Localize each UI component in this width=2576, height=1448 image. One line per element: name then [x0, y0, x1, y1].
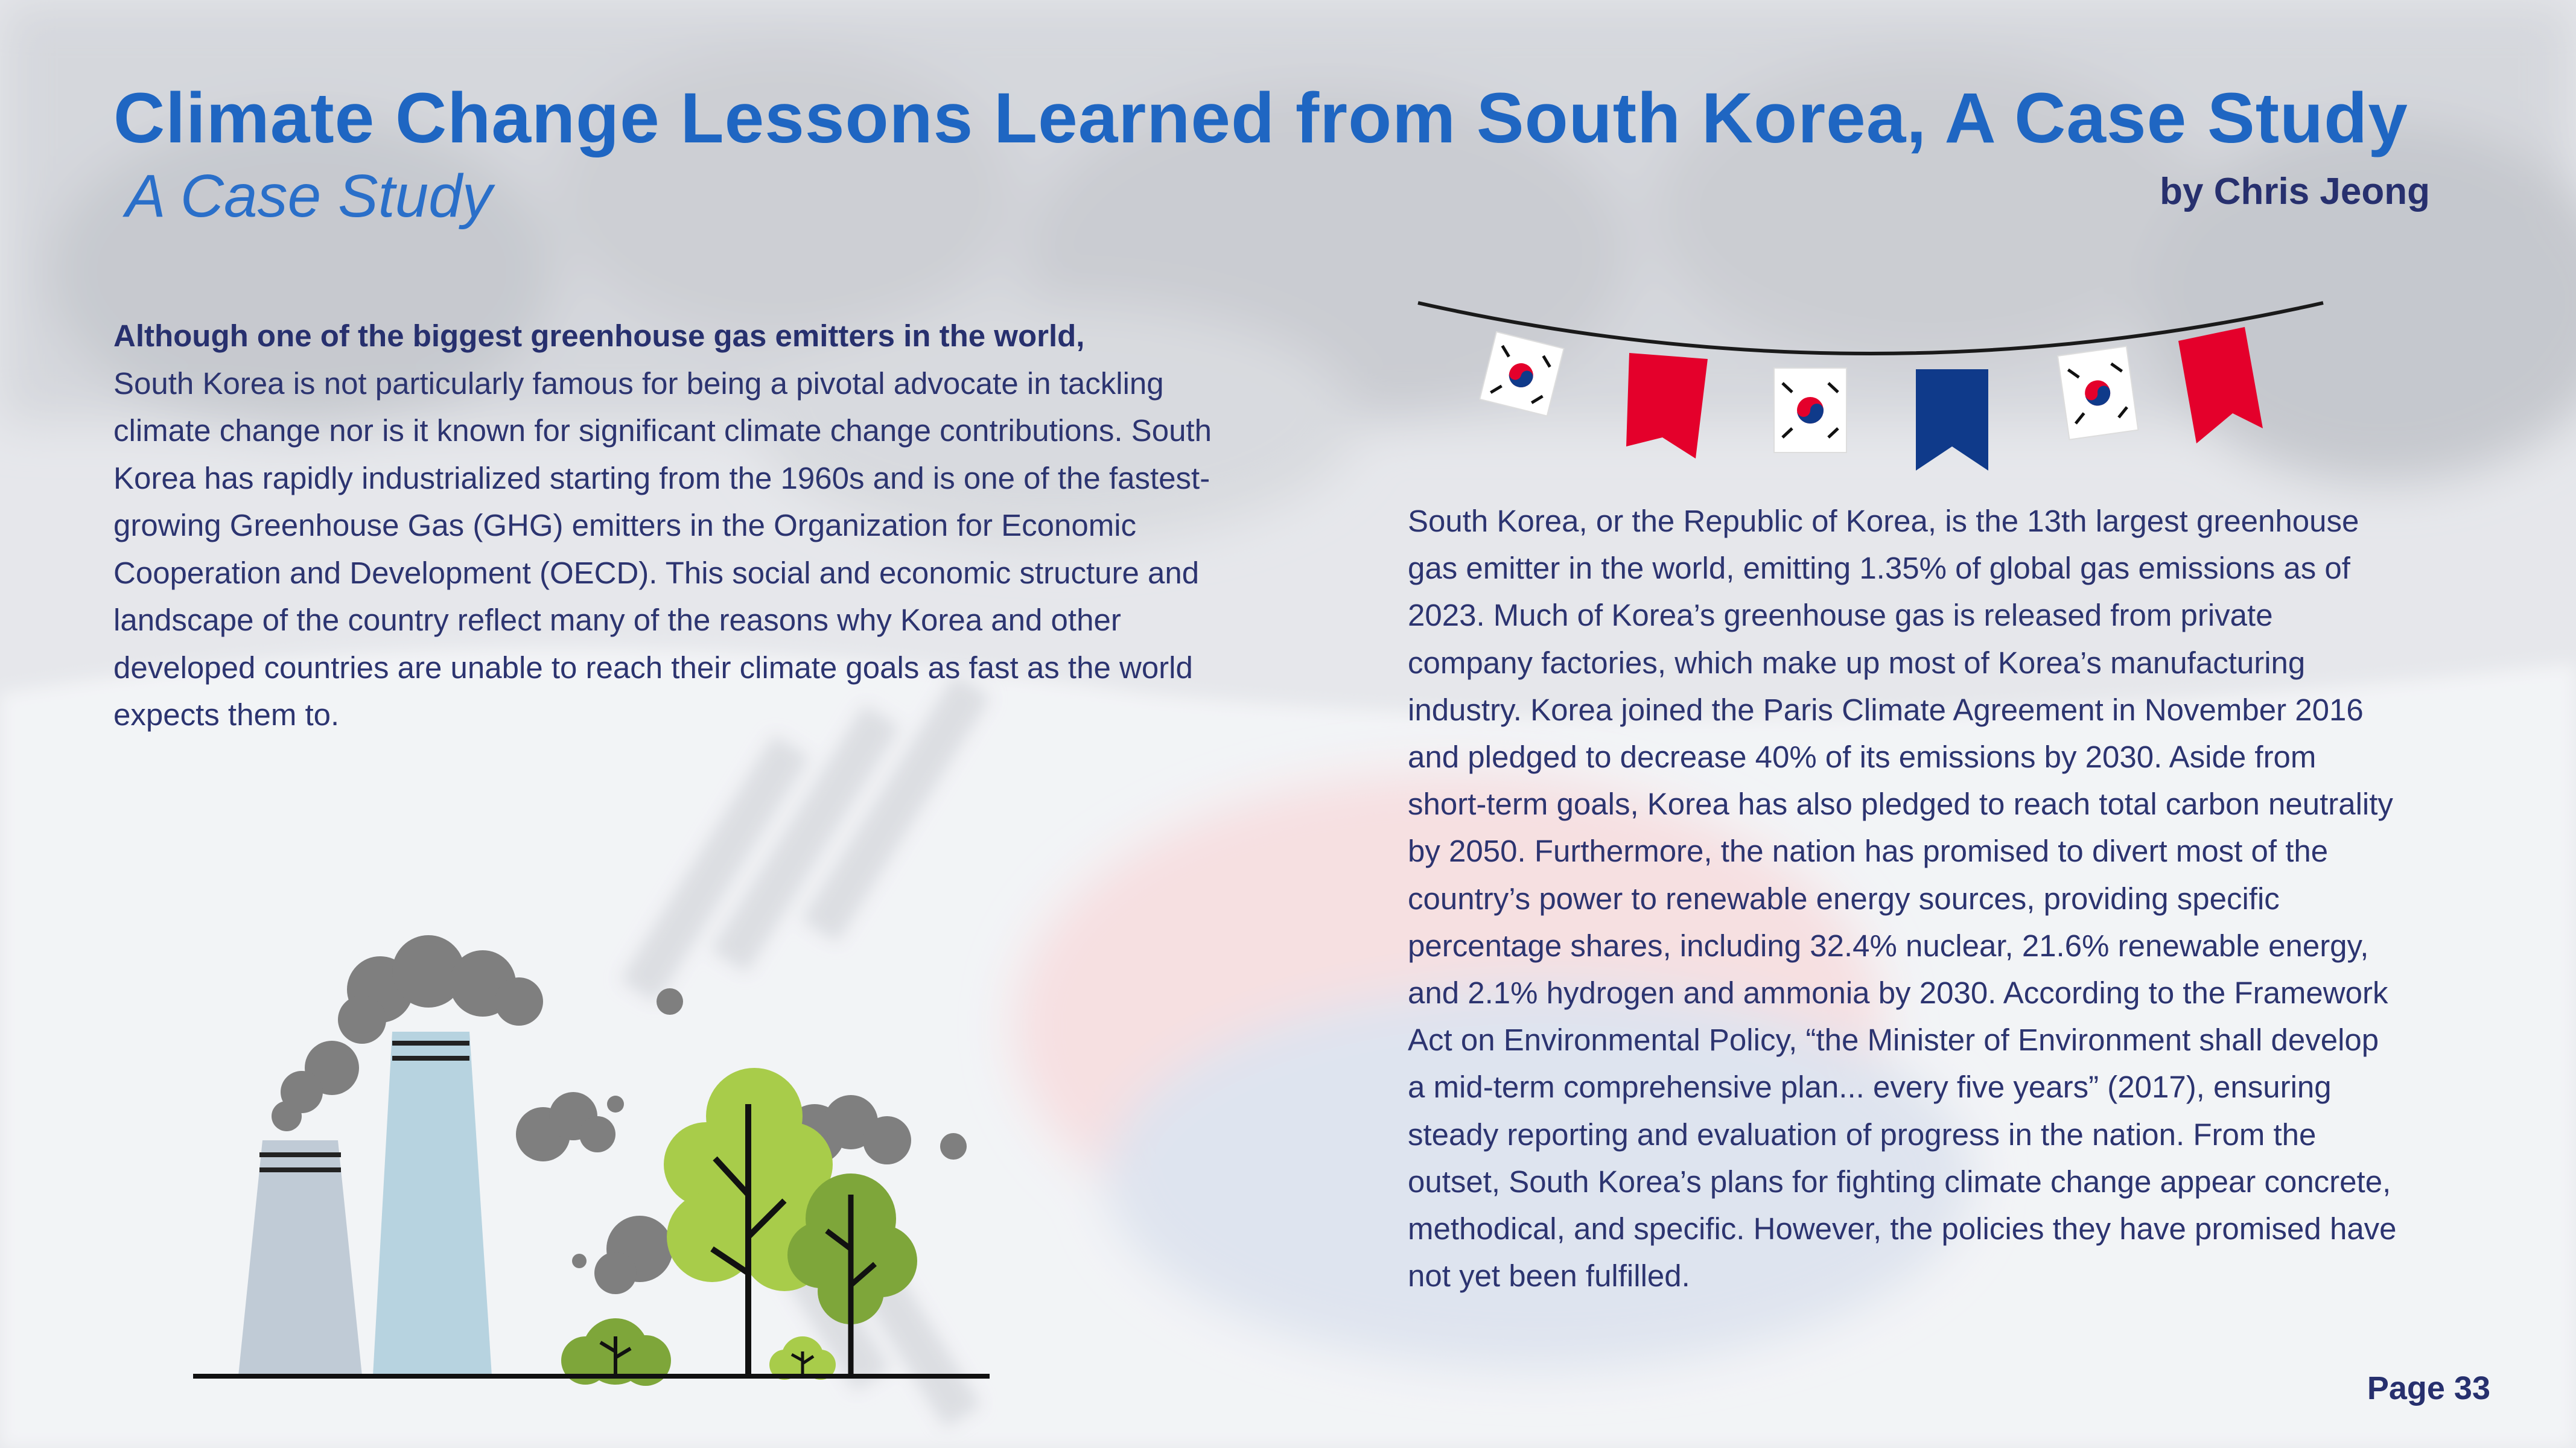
author-byline: by Chris Jeong — [2160, 171, 2430, 212]
intro-lead: Although one of the biggest greenhouse gas emitters in the world, — [113, 319, 1085, 353]
intro-paragraph — [113, 313, 1236, 739]
factory-smokestacks-trees-illustration — [181, 935, 1002, 1394]
korean-flag-bunting-icon — [1412, 284, 2329, 489]
page-title: Climate Change Lessons Learned from South Korea, A Case Study — [113, 78, 2408, 158]
page-subtitle: A Case Study — [126, 162, 492, 230]
main-paragraph: South Korea, or the Republic of Korea, is the 13th largest greenhouse gas emitter in the world, emitting 1.35% of global gas emissions as of 2023. Much of Korea’s greenhouse gas is released from private company factories, which make up most of Korea’s manufacturing industry. Korea joined the Paris Climate Agreement in November 2016 and pledged to decrease 40% of its emissions by 2030. Aside from short-term goals, Korea has also pledged to reach total carbon neutrality by 2050. Furthermore, the nation has promised to divert most of the country’s power to renewable energy sources, providing specific percentage shares, including 32.4% nuclear, 21.6% renewable energy, and 2.1% hydrogen and ammonia by 2030. According to the Framework Act on Environmental Policy, “the Minister of Environment shall develop a mid-term comprehensive plan... every five years” (2017), ensuring steady reporting and evaluation of progress in the nation. From the outset, South Korea’s plans for fighting climate change appear concrete, methodical, and specific. However, the policies they have promised have not yet been fulfilled. — [1408, 504, 2397, 1294]
intro-body: South Korea is not particularly famous for being a pivotal advocate in tackling climate change nor is it known for significant climate change contributions. South Korea has rapidly industrialized starting from the 1960s and is one of the fastest-growing Greenhouse Gas (GHG) emitters in the Organization for Economic Cooperation and Development (OECD). This social and economic structure and landscape of the country reflect many of the reasons why Korea and other developed countries are unable to reach their climate goals as fast as the world expects them to. — [113, 366, 1212, 732]
page-number: Page 33 — [2367, 1370, 2490, 1406]
